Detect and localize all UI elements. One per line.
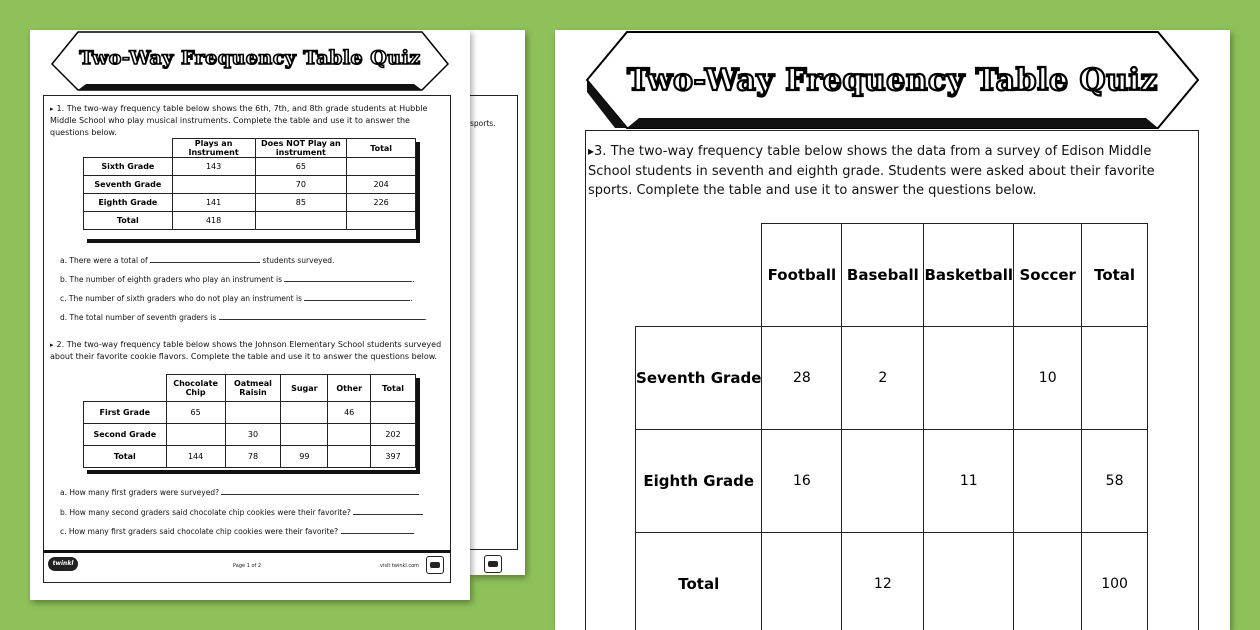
q3-cell-blank[interactable] (1082, 327, 1148, 430)
q2-cell-blank[interactable] (225, 402, 281, 424)
q2-cell-blank[interactable] (281, 402, 328, 424)
table-row: Total 12 100 (636, 533, 1148, 630)
answer-line[interactable] (221, 487, 419, 495)
q1-item-a: a. There were a total of students surveyed. (60, 256, 335, 265)
q1-cell-blank[interactable] (347, 158, 416, 176)
answer-line[interactable] (284, 274, 412, 282)
table-row: Seventh Grade 70 204 (84, 176, 416, 194)
page-number: Page 1 of 2 (233, 563, 262, 569)
q1-cell-blank[interactable] (255, 212, 347, 230)
right-page-title: Two-Way Frequency Table Quiz (627, 63, 1158, 98)
back-page (470, 30, 525, 575)
q3-table (635, 223, 1148, 630)
q2-item-b: b. How many second graders said chocolate chip cookies were their favorite? (60, 507, 423, 517)
q3-cell-blank[interactable] (1014, 430, 1082, 533)
q3-cell-blank[interactable] (762, 533, 842, 630)
q3-header-total: Total (1082, 224, 1148, 327)
answer-line[interactable] (304, 293, 410, 301)
q1-header-total: Total (347, 139, 416, 158)
table-row: Seventh Grade 28 2 10 (636, 327, 1148, 430)
q1-text: ▸ 1. The two-way frequency table below shows the 6th, 7th, and 8th grade students at Hubble Middle School who play musical instruments. Complete the table and use it to answer the questions below. (50, 104, 428, 137)
table-row: Eighth Grade 16 11 58 (636, 430, 1148, 533)
q2-cell-blank[interactable] (328, 424, 371, 446)
q2-cell-blank[interactable] (281, 424, 328, 446)
answer-line[interactable] (219, 312, 425, 320)
footer-divider (43, 550, 451, 553)
q3-header-football: Football (762, 224, 842, 327)
q3-cell-blank[interactable] (1014, 533, 1082, 630)
q3-header-basketball: Basketball (924, 224, 1014, 327)
table-row: Eighth Grade 141 85 226 (84, 194, 416, 212)
q2-item-a: a. How many first graders were surveyed? (60, 487, 419, 497)
q1-cell-blank[interactable] (172, 176, 255, 194)
q1-header-not-play: Does NOT Play an instrument (255, 139, 347, 158)
q2-table: Chocolate Chip Oatmeal Raisin Sugar Other Total First Grade 65 46 Second Grade 30 202 Total 144 78 99 397 (83, 374, 416, 468)
right-page (555, 30, 1230, 630)
q3-cell-blank[interactable] (924, 327, 1014, 430)
q2-text: ▸ 2. The two-way frequency table below shows the Johnson Elementary School students surveyed about their favorite cookie flavors. Complete the table and use it to answer the questions below. (50, 340, 442, 361)
answer-line[interactable] (353, 507, 423, 515)
q2-table-shadow (87, 470, 420, 474)
q1-table (83, 138, 416, 230)
twinkl-badge-icon (426, 556, 444, 574)
right-title-banner (585, 30, 1200, 130)
left-page (30, 30, 470, 600)
q3-cell-blank[interactable] (842, 430, 924, 533)
table-row: Total 418 (84, 212, 416, 230)
q2-table-shadow (416, 378, 420, 474)
q1-item-d: d. The total number of seventh graders is . (60, 313, 428, 322)
q1-item-c: c. The number of sixth graders who do not play an instrument is . (60, 294, 413, 303)
q3-text: ▸3. The two-way frequency table below shows the data from a survey of Edison Middle School students in seventh and eighth grade. Students were asked about their favorite sports. Complete the table and use it to answer the questions below. (588, 144, 1155, 198)
table-row: Total 144 78 99 397 (84, 446, 416, 468)
left-page-title: Two-Way Frequency Table Quiz (79, 47, 421, 69)
q1-table-shadow (87, 239, 420, 243)
back-page-question-box (470, 95, 518, 550)
q3-header-soccer: Soccer (1014, 224, 1082, 327)
answer-line[interactable] (150, 255, 260, 263)
back-page-fragment: sports. (470, 119, 496, 128)
q1-item-b: b. The number of eighth graders who play an instrument is . (60, 275, 415, 284)
table-row: Second Grade 30 202 (84, 424, 416, 446)
q2-cell-blank[interactable] (371, 402, 416, 424)
q1-table-shadow (416, 142, 420, 243)
table-row: First Grade 65 46 (84, 402, 416, 424)
q1-header-plays: Plays an Instrument (172, 139, 255, 158)
table-row: Sixth Grade 143 65 (84, 158, 416, 176)
back-page-badge-icon (484, 555, 502, 573)
q2-item-c: c. How many first graders said chocolate chip cookies were their favorite? (60, 526, 414, 536)
site-link: visit twinkl.com (380, 563, 420, 569)
q3-header-baseball: Baseball (842, 224, 924, 327)
answer-line[interactable] (341, 526, 414, 534)
q2-cell-blank[interactable] (166, 424, 225, 446)
twinkl-logo: twinkl (48, 557, 78, 571)
q3-cell-blank[interactable] (924, 533, 1014, 630)
q2-cell-blank[interactable] (328, 446, 371, 468)
left-title-banner (50, 30, 450, 92)
q1-cell-blank[interactable] (347, 212, 416, 230)
